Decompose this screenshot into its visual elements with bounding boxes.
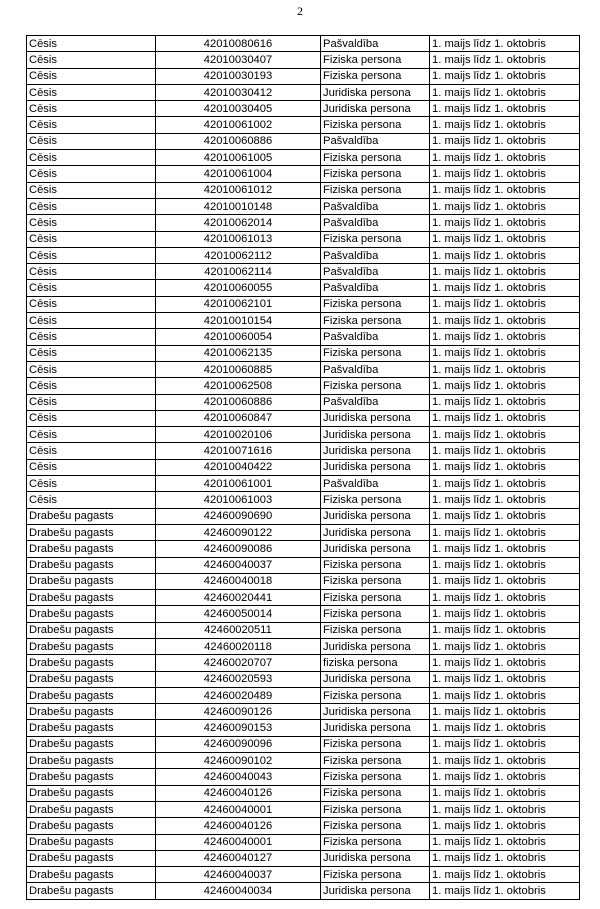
cell-area: Drabešu pagasts xyxy=(27,704,156,720)
cell-period: 1. maijs līdz 1. oktobris xyxy=(430,459,580,475)
cell-cadastre-number: 42460020489 xyxy=(156,687,321,703)
table-row xyxy=(27,150,580,166)
cell-owner-type: Juridiska persona xyxy=(321,84,430,100)
cell-period: 1. maijs līdz 1. oktobris xyxy=(430,378,580,394)
cell-area: Drabešu pagasts xyxy=(27,834,156,850)
cell-cadastre-number: 42460050014 xyxy=(156,606,321,622)
cell-cadastre-number: 42010010154 xyxy=(156,313,321,329)
table-row xyxy=(27,655,580,671)
cell-cadastre-number: 42460040018 xyxy=(156,573,321,589)
cell-period: 1. maijs līdz 1. oktobris xyxy=(430,590,580,606)
cell-area: Cēsis xyxy=(27,101,156,117)
table-row xyxy=(27,638,580,654)
cell-area: Drabešu pagasts xyxy=(27,622,156,638)
table-row xyxy=(27,36,580,52)
cell-period: 1. maijs līdz 1. oktobris xyxy=(430,198,580,214)
cell-owner-type: Juridiska persona xyxy=(321,443,430,459)
cell-owner-type: Fiziska persona xyxy=(321,117,430,133)
table-row xyxy=(27,492,580,508)
cell-period: 1. maijs līdz 1. oktobris xyxy=(430,182,580,198)
cell-owner-type: Pašvaldība xyxy=(321,476,430,492)
table-row xyxy=(27,133,580,149)
cell-cadastre-number: 42010062112 xyxy=(156,247,321,263)
table-row xyxy=(27,427,580,443)
table-row xyxy=(27,247,580,263)
cell-area: Cēsis xyxy=(27,117,156,133)
cell-owner-type: Juridiska persona xyxy=(321,541,430,557)
table-row xyxy=(27,801,580,817)
cell-area: Cēsis xyxy=(27,476,156,492)
cell-owner-type: Pašvaldība xyxy=(321,280,430,296)
cell-owner-type: Fiziska persona xyxy=(321,622,430,638)
cell-cadastre-number: 42010062114 xyxy=(156,264,321,280)
cell-period: 1. maijs līdz 1. oktobris xyxy=(430,443,580,459)
cell-cadastre-number: 42010020106 xyxy=(156,427,321,443)
cell-owner-type: Juridiska persona xyxy=(321,638,430,654)
cell-area: Cēsis xyxy=(27,198,156,214)
cell-period: 1. maijs līdz 1. oktobris xyxy=(430,247,580,263)
table-row xyxy=(27,215,580,231)
cell-cadastre-number: 42010061004 xyxy=(156,166,321,182)
cell-cadastre-number: 42010061005 xyxy=(156,150,321,166)
cell-cadastre-number: 42010061012 xyxy=(156,182,321,198)
cell-cadastre-number: 42460090102 xyxy=(156,753,321,769)
cell-cadastre-number: 42460090096 xyxy=(156,736,321,752)
table-row xyxy=(27,329,580,345)
cell-period: 1. maijs līdz 1. oktobris xyxy=(430,736,580,752)
table-row xyxy=(27,394,580,410)
table-row xyxy=(27,687,580,703)
cell-period: 1. maijs līdz 1. oktobris xyxy=(430,361,580,377)
cell-cadastre-number: 42010010148 xyxy=(156,198,321,214)
table-row xyxy=(27,753,580,769)
cell-area: Drabešu pagasts xyxy=(27,606,156,622)
cell-owner-type: Juridiska persona xyxy=(321,427,430,443)
cell-period: 1. maijs līdz 1. oktobris xyxy=(430,215,580,231)
cell-area: Cēsis xyxy=(27,264,156,280)
cell-period: 1. maijs līdz 1. oktobris xyxy=(430,68,580,84)
table-row xyxy=(27,883,580,899)
cell-owner-type: Fiziska persona xyxy=(321,867,430,883)
cell-period: 1. maijs līdz 1. oktobris xyxy=(430,769,580,785)
cell-cadastre-number: 42010080616 xyxy=(156,36,321,52)
cell-owner-type: Fiziska persona xyxy=(321,68,430,84)
cell-cadastre-number: 42460040001 xyxy=(156,834,321,850)
cell-period: 1. maijs līdz 1. oktobris xyxy=(430,329,580,345)
cell-period: 1. maijs līdz 1. oktobris xyxy=(430,231,580,247)
cell-period: 1. maijs līdz 1. oktobris xyxy=(430,867,580,883)
table-row xyxy=(27,850,580,866)
table-row xyxy=(27,524,580,540)
cell-period: 1. maijs līdz 1. oktobris xyxy=(430,52,580,68)
cell-area: Cēsis xyxy=(27,84,156,100)
cell-owner-type: Pašvaldība xyxy=(321,264,430,280)
cell-cadastre-number: 42460090126 xyxy=(156,704,321,720)
cell-cadastre-number: 42010071616 xyxy=(156,443,321,459)
cell-period: 1. maijs līdz 1. oktobris xyxy=(430,655,580,671)
cell-owner-type: Juridiska persona xyxy=(321,704,430,720)
cell-owner-type: Fiziska persona xyxy=(321,801,430,817)
cell-owner-type: Juridiska persona xyxy=(321,410,430,426)
cell-period: 1. maijs līdz 1. oktobris xyxy=(430,818,580,834)
cell-cadastre-number: 42460020593 xyxy=(156,671,321,687)
cell-owner-type: Fiziska persona xyxy=(321,606,430,622)
table-row xyxy=(27,622,580,638)
cell-cadastre-number: 42460040037 xyxy=(156,557,321,573)
cell-owner-type: Fiziska persona xyxy=(321,753,430,769)
cell-owner-type: Fiziska persona xyxy=(321,818,430,834)
cell-cadastre-number: 42460090086 xyxy=(156,541,321,557)
cell-cadastre-number: 42010060847 xyxy=(156,410,321,426)
cell-cadastre-number: 42010062014 xyxy=(156,215,321,231)
cell-period: 1. maijs līdz 1. oktobris xyxy=(430,410,580,426)
cell-area: Drabešu pagasts xyxy=(27,557,156,573)
cell-period: 1. maijs līdz 1. oktobris xyxy=(430,101,580,117)
cell-period: 1. maijs līdz 1. oktobris xyxy=(430,427,580,443)
table-row xyxy=(27,736,580,752)
cell-cadastre-number: 42010060886 xyxy=(156,133,321,149)
cell-cadastre-number: 42010061003 xyxy=(156,492,321,508)
cell-area: Drabešu pagasts xyxy=(27,720,156,736)
table-row xyxy=(27,459,580,475)
cell-area: Cēsis xyxy=(27,427,156,443)
cell-cadastre-number: 42460040037 xyxy=(156,867,321,883)
cell-owner-type: Fiziska persona xyxy=(321,590,430,606)
cell-area: Cēsis xyxy=(27,313,156,329)
cell-owner-type: Pašvaldība xyxy=(321,36,430,52)
cell-owner-type: Fiziska persona xyxy=(321,296,430,312)
cell-period: 1. maijs līdz 1. oktobris xyxy=(430,834,580,850)
cell-owner-type: Fiziska persona xyxy=(321,313,430,329)
cell-cadastre-number: 42010062135 xyxy=(156,345,321,361)
table-row xyxy=(27,68,580,84)
cell-area: Cēsis xyxy=(27,459,156,475)
table-row xyxy=(27,541,580,557)
cell-area: Drabešu pagasts xyxy=(27,867,156,883)
cell-cadastre-number: 42010030405 xyxy=(156,101,321,117)
cell-cadastre-number: 42460040001 xyxy=(156,801,321,817)
cell-period: 1. maijs līdz 1. oktobris xyxy=(430,476,580,492)
cell-cadastre-number: 42460020707 xyxy=(156,655,321,671)
cell-cadastre-number: 42010060885 xyxy=(156,361,321,377)
table-row xyxy=(27,101,580,117)
cell-owner-type: Juridiska persona xyxy=(321,671,430,687)
cell-area: Drabešu pagasts xyxy=(27,883,156,899)
cell-cadastre-number: 42460090690 xyxy=(156,508,321,524)
cell-owner-type: Fiziska persona xyxy=(321,492,430,508)
cell-area: Drabešu pagasts xyxy=(27,508,156,524)
cell-area: Cēsis xyxy=(27,443,156,459)
table-row xyxy=(27,361,580,377)
cell-owner-type: Pašvaldība xyxy=(321,198,430,214)
table-row xyxy=(27,443,580,459)
cell-owner-type: Fiziska persona xyxy=(321,785,430,801)
table-row xyxy=(27,606,580,622)
cell-period: 1. maijs līdz 1. oktobris xyxy=(430,704,580,720)
cell-owner-type: Juridiska persona xyxy=(321,459,430,475)
cell-period: 1. maijs līdz 1. oktobris xyxy=(430,687,580,703)
data-table xyxy=(26,35,580,900)
cell-owner-type: Juridiska persona xyxy=(321,508,430,524)
table-row xyxy=(27,345,580,361)
cell-owner-type: Fiziska persona xyxy=(321,345,430,361)
cell-period: 1. maijs līdz 1. oktobris xyxy=(430,508,580,524)
cell-cadastre-number: 42010061001 xyxy=(156,476,321,492)
cell-cadastre-number: 42460090122 xyxy=(156,524,321,540)
cell-owner-type: Juridiska persona xyxy=(321,720,430,736)
table-row xyxy=(27,84,580,100)
cell-owner-type: Fiziska persona xyxy=(321,834,430,850)
table-row xyxy=(27,834,580,850)
cell-area: Drabešu pagasts xyxy=(27,687,156,703)
cell-owner-type: Juridiska persona xyxy=(321,883,430,899)
table-row xyxy=(27,867,580,883)
cell-cadastre-number: 42460020511 xyxy=(156,622,321,638)
cell-area: Drabešu pagasts xyxy=(27,736,156,752)
cell-period: 1. maijs līdz 1. oktobris xyxy=(430,671,580,687)
cell-area: Cēsis xyxy=(27,133,156,149)
cell-period: 1. maijs līdz 1. oktobris xyxy=(430,753,580,769)
table-row xyxy=(27,296,580,312)
cell-area: Cēsis xyxy=(27,68,156,84)
table-row xyxy=(27,182,580,198)
cell-period: 1. maijs līdz 1. oktobris xyxy=(430,785,580,801)
cell-area: Drabešu pagasts xyxy=(27,801,156,817)
cell-cadastre-number: 42010030193 xyxy=(156,68,321,84)
cell-cadastre-number: 42460040126 xyxy=(156,818,321,834)
cell-area: Drabešu pagasts xyxy=(27,671,156,687)
cell-period: 1. maijs līdz 1. oktobris xyxy=(430,36,580,52)
cell-area: Drabešu pagasts xyxy=(27,753,156,769)
table-row xyxy=(27,280,580,296)
cell-owner-type: Fiziska persona xyxy=(321,166,430,182)
cell-period: 1. maijs līdz 1. oktobris xyxy=(430,394,580,410)
cell-cadastre-number: 42010060055 xyxy=(156,280,321,296)
table-row xyxy=(27,410,580,426)
cell-owner-type: Juridiska persona xyxy=(321,850,430,866)
cell-area: Drabešu pagasts xyxy=(27,541,156,557)
cell-area: Drabešu pagasts xyxy=(27,769,156,785)
cell-owner-type: Fiziska persona xyxy=(321,182,430,198)
cell-area: Cēsis xyxy=(27,247,156,263)
cell-area: Cēsis xyxy=(27,329,156,345)
cell-area: Drabešu pagasts xyxy=(27,655,156,671)
cell-cadastre-number: 42010030412 xyxy=(156,84,321,100)
cell-owner-type: Fiziska persona xyxy=(321,52,430,68)
cell-period: 1. maijs līdz 1. oktobris xyxy=(430,166,580,182)
table-body xyxy=(27,36,580,900)
cell-cadastre-number: 42010062508 xyxy=(156,378,321,394)
table-row xyxy=(27,117,580,133)
cell-period: 1. maijs līdz 1. oktobris xyxy=(430,801,580,817)
cell-cadastre-number: 42010060886 xyxy=(156,394,321,410)
cell-owner-type: Fiziska persona xyxy=(321,573,430,589)
cell-cadastre-number: 42010062101 xyxy=(156,296,321,312)
cell-owner-type: Pašvaldība xyxy=(321,394,430,410)
cell-owner-type: Pašvaldība xyxy=(321,133,430,149)
table-row xyxy=(27,785,580,801)
cell-period: 1. maijs līdz 1. oktobris xyxy=(430,133,580,149)
cell-owner-type: Pašvaldība xyxy=(321,329,430,345)
cell-period: 1. maijs līdz 1. oktobris xyxy=(430,720,580,736)
cell-area: Cēsis xyxy=(27,378,156,394)
cell-area: Cēsis xyxy=(27,215,156,231)
cell-cadastre-number: 42460040043 xyxy=(156,769,321,785)
cell-area: Drabešu pagasts xyxy=(27,573,156,589)
cell-period: 1. maijs līdz 1. oktobris xyxy=(430,541,580,557)
cell-period: 1. maijs līdz 1. oktobris xyxy=(430,622,580,638)
table-row xyxy=(27,557,580,573)
cell-period: 1. maijs līdz 1. oktobris xyxy=(430,117,580,133)
table-row xyxy=(27,476,580,492)
cell-cadastre-number: 42460040034 xyxy=(156,883,321,899)
cell-area: Drabešu pagasts xyxy=(27,818,156,834)
cell-period: 1. maijs līdz 1. oktobris xyxy=(430,573,580,589)
cell-owner-type: Fiziska persona xyxy=(321,150,430,166)
cell-area: Cēsis xyxy=(27,36,156,52)
cell-period: 1. maijs līdz 1. oktobris xyxy=(430,280,580,296)
cell-period: 1. maijs līdz 1. oktobris xyxy=(430,524,580,540)
cell-cadastre-number: 42010060054 xyxy=(156,329,321,345)
table-row xyxy=(27,573,580,589)
cell-owner-type: Fiziska persona xyxy=(321,557,430,573)
cell-cadastre-number: 42460040126 xyxy=(156,785,321,801)
table-row xyxy=(27,671,580,687)
table-row xyxy=(27,769,580,785)
cell-owner-type: Pašvaldība xyxy=(321,361,430,377)
table-row xyxy=(27,313,580,329)
cell-owner-type: Fiziska persona xyxy=(321,687,430,703)
cell-owner-type: Fiziska persona xyxy=(321,769,430,785)
cell-owner-type: Pašvaldība xyxy=(321,247,430,263)
cell-period: 1. maijs līdz 1. oktobris xyxy=(430,638,580,654)
cell-area: Cēsis xyxy=(27,52,156,68)
table-row xyxy=(27,590,580,606)
cell-period: 1. maijs līdz 1. oktobris xyxy=(430,883,580,899)
cell-owner-type: Juridiska persona xyxy=(321,524,430,540)
table-row xyxy=(27,704,580,720)
cell-area: Cēsis xyxy=(27,361,156,377)
cell-period: 1. maijs līdz 1. oktobris xyxy=(430,264,580,280)
cell-period: 1. maijs līdz 1. oktobris xyxy=(430,606,580,622)
table-row xyxy=(27,231,580,247)
cell-cadastre-number: 42460040127 xyxy=(156,850,321,866)
cell-area: Cēsis xyxy=(27,166,156,182)
cell-period: 1. maijs līdz 1. oktobris xyxy=(430,345,580,361)
table-row xyxy=(27,52,580,68)
cell-area: Drabešu pagasts xyxy=(27,785,156,801)
cell-area: Cēsis xyxy=(27,150,156,166)
cell-area: Cēsis xyxy=(27,231,156,247)
table-row xyxy=(27,378,580,394)
cell-cadastre-number: 42460020441 xyxy=(156,590,321,606)
cell-cadastre-number: 42010030407 xyxy=(156,52,321,68)
cell-area: Cēsis xyxy=(27,410,156,426)
cell-cadastre-number: 42460020118 xyxy=(156,638,321,654)
cell-owner-type: Pašvaldība xyxy=(321,215,430,231)
cell-area: Cēsis xyxy=(27,280,156,296)
cell-area: Drabešu pagasts xyxy=(27,590,156,606)
table-row xyxy=(27,264,580,280)
cell-owner-type: Fiziska persona xyxy=(321,231,430,247)
cell-period: 1. maijs līdz 1. oktobris xyxy=(430,84,580,100)
cell-area: Cēsis xyxy=(27,296,156,312)
cell-owner-type: fiziska persona xyxy=(321,655,430,671)
cell-period: 1. maijs līdz 1. oktobris xyxy=(430,296,580,312)
cell-area: Drabešu pagasts xyxy=(27,524,156,540)
cell-area: Cēsis xyxy=(27,492,156,508)
cell-cadastre-number: 42010061013 xyxy=(156,231,321,247)
cell-period: 1. maijs līdz 1. oktobris xyxy=(430,850,580,866)
table-row xyxy=(27,166,580,182)
cell-period: 1. maijs līdz 1. oktobris xyxy=(430,150,580,166)
table-row xyxy=(27,198,580,214)
cell-area: Drabešu pagasts xyxy=(27,850,156,866)
cell-owner-type: Juridiska persona xyxy=(321,101,430,117)
cell-period: 1. maijs līdz 1. oktobris xyxy=(430,557,580,573)
cell-owner-type: Fiziska persona xyxy=(321,736,430,752)
cell-owner-type: Fiziska persona xyxy=(321,378,430,394)
table-row xyxy=(27,720,580,736)
table-row xyxy=(27,508,580,524)
cell-area: Drabešu pagasts xyxy=(27,638,156,654)
page-number: 2 xyxy=(297,4,303,18)
cell-cadastre-number: 42010040422 xyxy=(156,459,321,475)
cell-period: 1. maijs līdz 1. oktobris xyxy=(430,313,580,329)
table-row xyxy=(27,818,580,834)
cell-period: 1. maijs līdz 1. oktobris xyxy=(430,492,580,508)
cell-cadastre-number: 42010061002 xyxy=(156,117,321,133)
cell-area: Cēsis xyxy=(27,394,156,410)
cell-cadastre-number: 42460090153 xyxy=(156,720,321,736)
cell-area: Cēsis xyxy=(27,182,156,198)
cell-area: Cēsis xyxy=(27,345,156,361)
